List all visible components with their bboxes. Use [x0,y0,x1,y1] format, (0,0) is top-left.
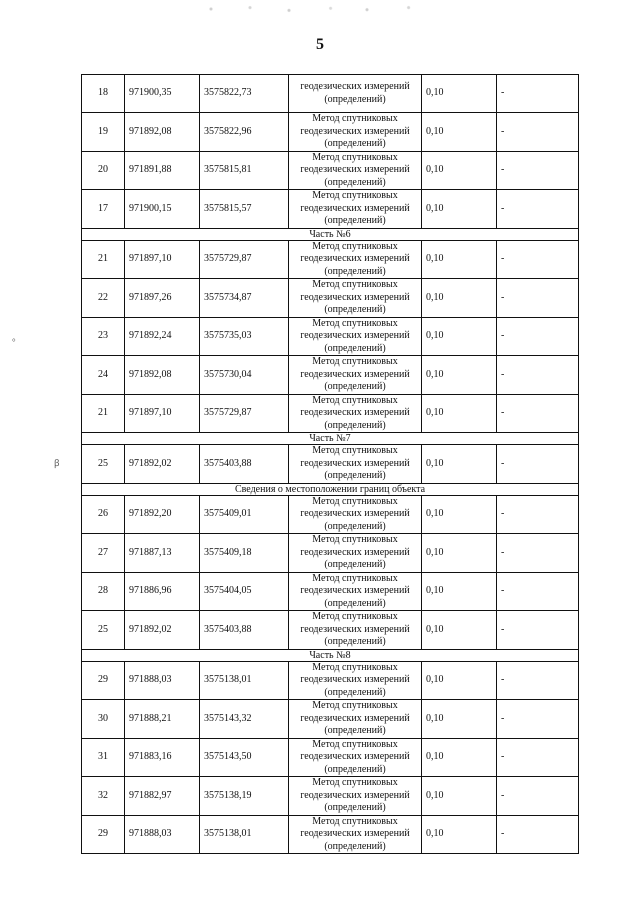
x-coordinate-cell: 971892,20 [125,495,200,534]
x-coordinate-cell: 971892,08 [125,356,200,395]
point-number-cell: 25 [82,445,125,484]
method-cell [289,534,422,573]
y-coordinate-cell: 3575143,32 [200,700,289,739]
method-line: геодезических измерений [300,674,410,685]
method-line: (определений) [324,342,386,354]
section-header-row [82,483,579,495]
method-cell [289,777,422,816]
method-line: (определений) [324,763,386,775]
y-coordinate-cell: 3575729,87 [200,394,289,433]
method-line: Метод спутниковых [312,240,398,252]
note-cell: - [497,75,579,113]
method-line: (определений) [324,597,386,609]
method-line: геодезических измерений [300,712,410,724]
method-line: геодезических измерений [300,202,410,214]
y-coordinate-cell: 3575822,96 [200,113,289,152]
method-line: (определений) [324,559,386,570]
method-cell [289,151,422,190]
point-number-cell: 28 [82,572,125,611]
point-number-cell: 31 [82,738,125,777]
table-row [82,572,579,611]
accuracy-cell: 0,10 [422,777,497,816]
method-line: Метод спутниковых [312,317,398,329]
method-line: (определений) [324,840,386,852]
note-cell: - [497,572,579,611]
method-line: Метод спутниковых [312,572,398,584]
point-number-cell: 23 [82,317,125,356]
method-line: (определений) [324,520,386,532]
table-row [82,815,579,854]
method-line: (определений) [324,265,386,277]
y-coordinate-cell: 3575403,88 [200,611,289,650]
method-line: геодезических измерений [300,368,410,380]
note-cell: - [497,815,579,854]
x-coordinate-cell: 971900,15 [125,190,200,229]
point-number-cell: 26 [82,495,125,534]
x-coordinate-cell: 971900,35 [125,75,200,113]
accuracy-cell: 0,10 [422,317,497,356]
accuracy-cell: 0,10 [422,815,497,854]
y-coordinate-cell: 3575138,01 [200,661,289,700]
section-header-row [82,649,579,661]
accuracy-cell: 0,10 [422,495,497,534]
x-coordinate-cell: 971886,96 [125,572,200,611]
method-line: геодезических измерений [300,751,410,762]
note-cell: - [497,611,579,650]
method-cell [289,611,422,650]
method-line: геодезических измерений [300,585,410,596]
method-cell [289,317,422,356]
method-line: Метод спутниковых [312,700,398,711]
table-row [82,240,579,279]
method-line: геодезических измерений [300,81,410,92]
method-cell [289,75,422,113]
method-line: Метод спутниковых [312,661,398,673]
x-coordinate-cell: 971888,21 [125,700,200,739]
method-line: Метод спутниковых [312,738,398,750]
method-line: Метод спутниковых [312,151,398,163]
method-line: (определений) [324,686,386,698]
method-cell [289,495,422,534]
table-body [82,75,579,854]
method-line: геодезических измерений [300,407,410,418]
accuracy-cell: 0,10 [422,611,497,650]
method-line: геодезических измерений [300,828,410,839]
method-cell [289,190,422,229]
x-coordinate-cell: 971891,88 [125,151,200,190]
method-cell [289,113,422,152]
scan-artifact [185,2,445,16]
method-line: (определений) [324,470,386,481]
method-line: Метод спутниковых [312,113,398,124]
x-coordinate-cell: 971897,10 [125,240,200,279]
note-cell: - [497,240,579,279]
table-row [82,445,579,484]
method-line: геодезических измерений [300,291,410,303]
table-row [82,611,579,650]
section-header: Часть №7 [82,433,579,445]
y-coordinate-cell: 3575734,87 [200,279,289,318]
method-cell [289,240,422,279]
method-line: (определений) [324,636,386,647]
method-line: Метод спутниковых [312,777,398,788]
point-number-cell: 25 [82,611,125,650]
accuracy-cell: 0,10 [422,356,497,395]
method-cell [289,445,422,484]
accuracy-cell: 0,10 [422,661,497,700]
method-line: Метод спутниковых [312,815,398,827]
table-row [82,356,579,395]
y-coordinate-cell: 3575735,03 [200,317,289,356]
method-line: (определений) [324,304,386,315]
note-cell: - [497,394,579,433]
accuracy-cell: 0,10 [422,738,497,777]
point-number-cell: 22 [82,279,125,318]
method-cell [289,661,422,700]
method-line: Метод спутниковых [312,611,398,622]
method-line: (определений) [324,138,386,149]
method-line: Метод спутниковых [312,495,398,507]
accuracy-cell: 0,10 [422,113,497,152]
section-header: Часть №8 [82,649,579,661]
method-line: Метод спутниковых [312,279,398,290]
point-number-cell: 29 [82,661,125,700]
table-row [82,700,579,739]
method-line: геодезических измерений [300,253,410,264]
margin-speck: ° [12,337,16,347]
method-cell [289,356,422,395]
method-line: геодезических измерений [300,508,410,519]
table-row [82,75,579,113]
method-line: (определений) [324,93,386,105]
accuracy-cell: 0,10 [422,394,497,433]
method-cell [289,279,422,318]
accuracy-cell: 0,10 [422,534,497,573]
note-cell: - [497,534,579,573]
method-line: Метод спутниковых [312,445,398,456]
accuracy-cell: 0,10 [422,700,497,739]
table-row [82,113,579,152]
note-cell: - [497,113,579,152]
accuracy-cell: 0,10 [422,279,497,318]
table-row [82,394,579,433]
y-coordinate-cell: 3575404,05 [200,572,289,611]
margin-speck: ꞵ [54,458,60,468]
point-number-cell: 29 [82,815,125,854]
x-coordinate-cell: 971883,16 [125,738,200,777]
point-number-cell: 24 [82,356,125,395]
section-header: Часть №6 [82,228,579,240]
note-cell: - [497,190,579,229]
table-row [82,190,579,229]
y-coordinate-cell: 3575138,01 [200,815,289,854]
note-cell: - [497,317,579,356]
table-row [82,777,579,816]
method-line: геодезических измерений [300,164,410,175]
point-number-cell: 21 [82,240,125,279]
table-row [82,317,579,356]
accuracy-cell: 0,10 [422,75,497,113]
method-line: геодезических измерений [300,125,410,137]
method-line: Метод спутниковых [312,356,398,367]
method-cell [289,700,422,739]
y-coordinate-cell: 3575403,88 [200,445,289,484]
note-cell: - [497,356,579,395]
point-number-cell: 20 [82,151,125,190]
point-number-cell: 32 [82,777,125,816]
method-cell [289,394,422,433]
method-line: (определений) [324,381,386,392]
method-cell [289,815,422,854]
method-cell [289,572,422,611]
point-number-cell: 27 [82,534,125,573]
x-coordinate-cell: 971887,13 [125,534,200,573]
table-row [82,495,579,534]
x-coordinate-cell: 971892,02 [125,611,200,650]
coordinates-table [81,74,579,854]
y-coordinate-cell: 3575143,50 [200,738,289,777]
method-line: (определений) [324,419,386,431]
method-line: Метод спутниковых [312,394,398,406]
y-coordinate-cell: 3575729,87 [200,240,289,279]
note-cell: - [497,700,579,739]
section-header-row [82,228,579,240]
accuracy-cell: 0,10 [422,445,497,484]
section-header-row [82,433,579,445]
x-coordinate-cell: 971888,03 [125,661,200,700]
y-coordinate-cell: 3575730,04 [200,356,289,395]
point-number-cell: 18 [82,75,125,113]
method-line: (определений) [324,215,386,226]
point-number-cell: 17 [82,190,125,229]
accuracy-cell: 0,10 [422,151,497,190]
note-cell: - [497,279,579,318]
y-coordinate-cell: 3575822,73 [200,75,289,113]
method-line: геодезических измерений [300,330,410,341]
y-coordinate-cell: 3575409,18 [200,534,289,573]
method-line: (определений) [324,725,386,736]
accuracy-cell: 0,10 [422,190,497,229]
method-line: геодезических измерений [300,789,410,801]
x-coordinate-cell: 971892,24 [125,317,200,356]
method-line: геодезических измерений [300,457,410,469]
table-row [82,738,579,777]
accuracy-cell: 0,10 [422,572,497,611]
table-row [82,661,579,700]
x-coordinate-cell: 971892,08 [125,113,200,152]
method-line: геодезических измерений [300,546,410,558]
table-row [82,151,579,190]
point-number-cell: 30 [82,700,125,739]
x-coordinate-cell: 971892,02 [125,445,200,484]
page-number: 5 [316,36,324,53]
accuracy-cell: 0,10 [422,240,497,279]
method-line: (определений) [324,176,386,188]
note-cell: - [497,445,579,484]
method-line: Метод спутниковых [312,190,398,201]
x-coordinate-cell: 971882,97 [125,777,200,816]
y-coordinate-cell: 3575815,81 [200,151,289,190]
note-cell: - [497,151,579,190]
point-number-cell: 19 [82,113,125,152]
method-line: Метод спутниковых [312,534,398,545]
note-cell: - [497,777,579,816]
method-line: геодезических измерений [300,623,410,635]
note-cell: - [497,738,579,777]
y-coordinate-cell: 3575409,01 [200,495,289,534]
y-coordinate-cell: 3575815,57 [200,190,289,229]
x-coordinate-cell: 971897,10 [125,394,200,433]
section-header: Сведения о местоположении границ объекта [82,483,579,495]
method-cell [289,738,422,777]
table-row [82,534,579,573]
method-line: (определений) [324,802,386,813]
note-cell: - [497,495,579,534]
x-coordinate-cell: 971897,26 [125,279,200,318]
y-coordinate-cell: 3575138,19 [200,777,289,816]
point-number-cell: 21 [82,394,125,433]
note-cell: - [497,661,579,700]
x-coordinate-cell: 971888,03 [125,815,200,854]
table-row [82,279,579,318]
